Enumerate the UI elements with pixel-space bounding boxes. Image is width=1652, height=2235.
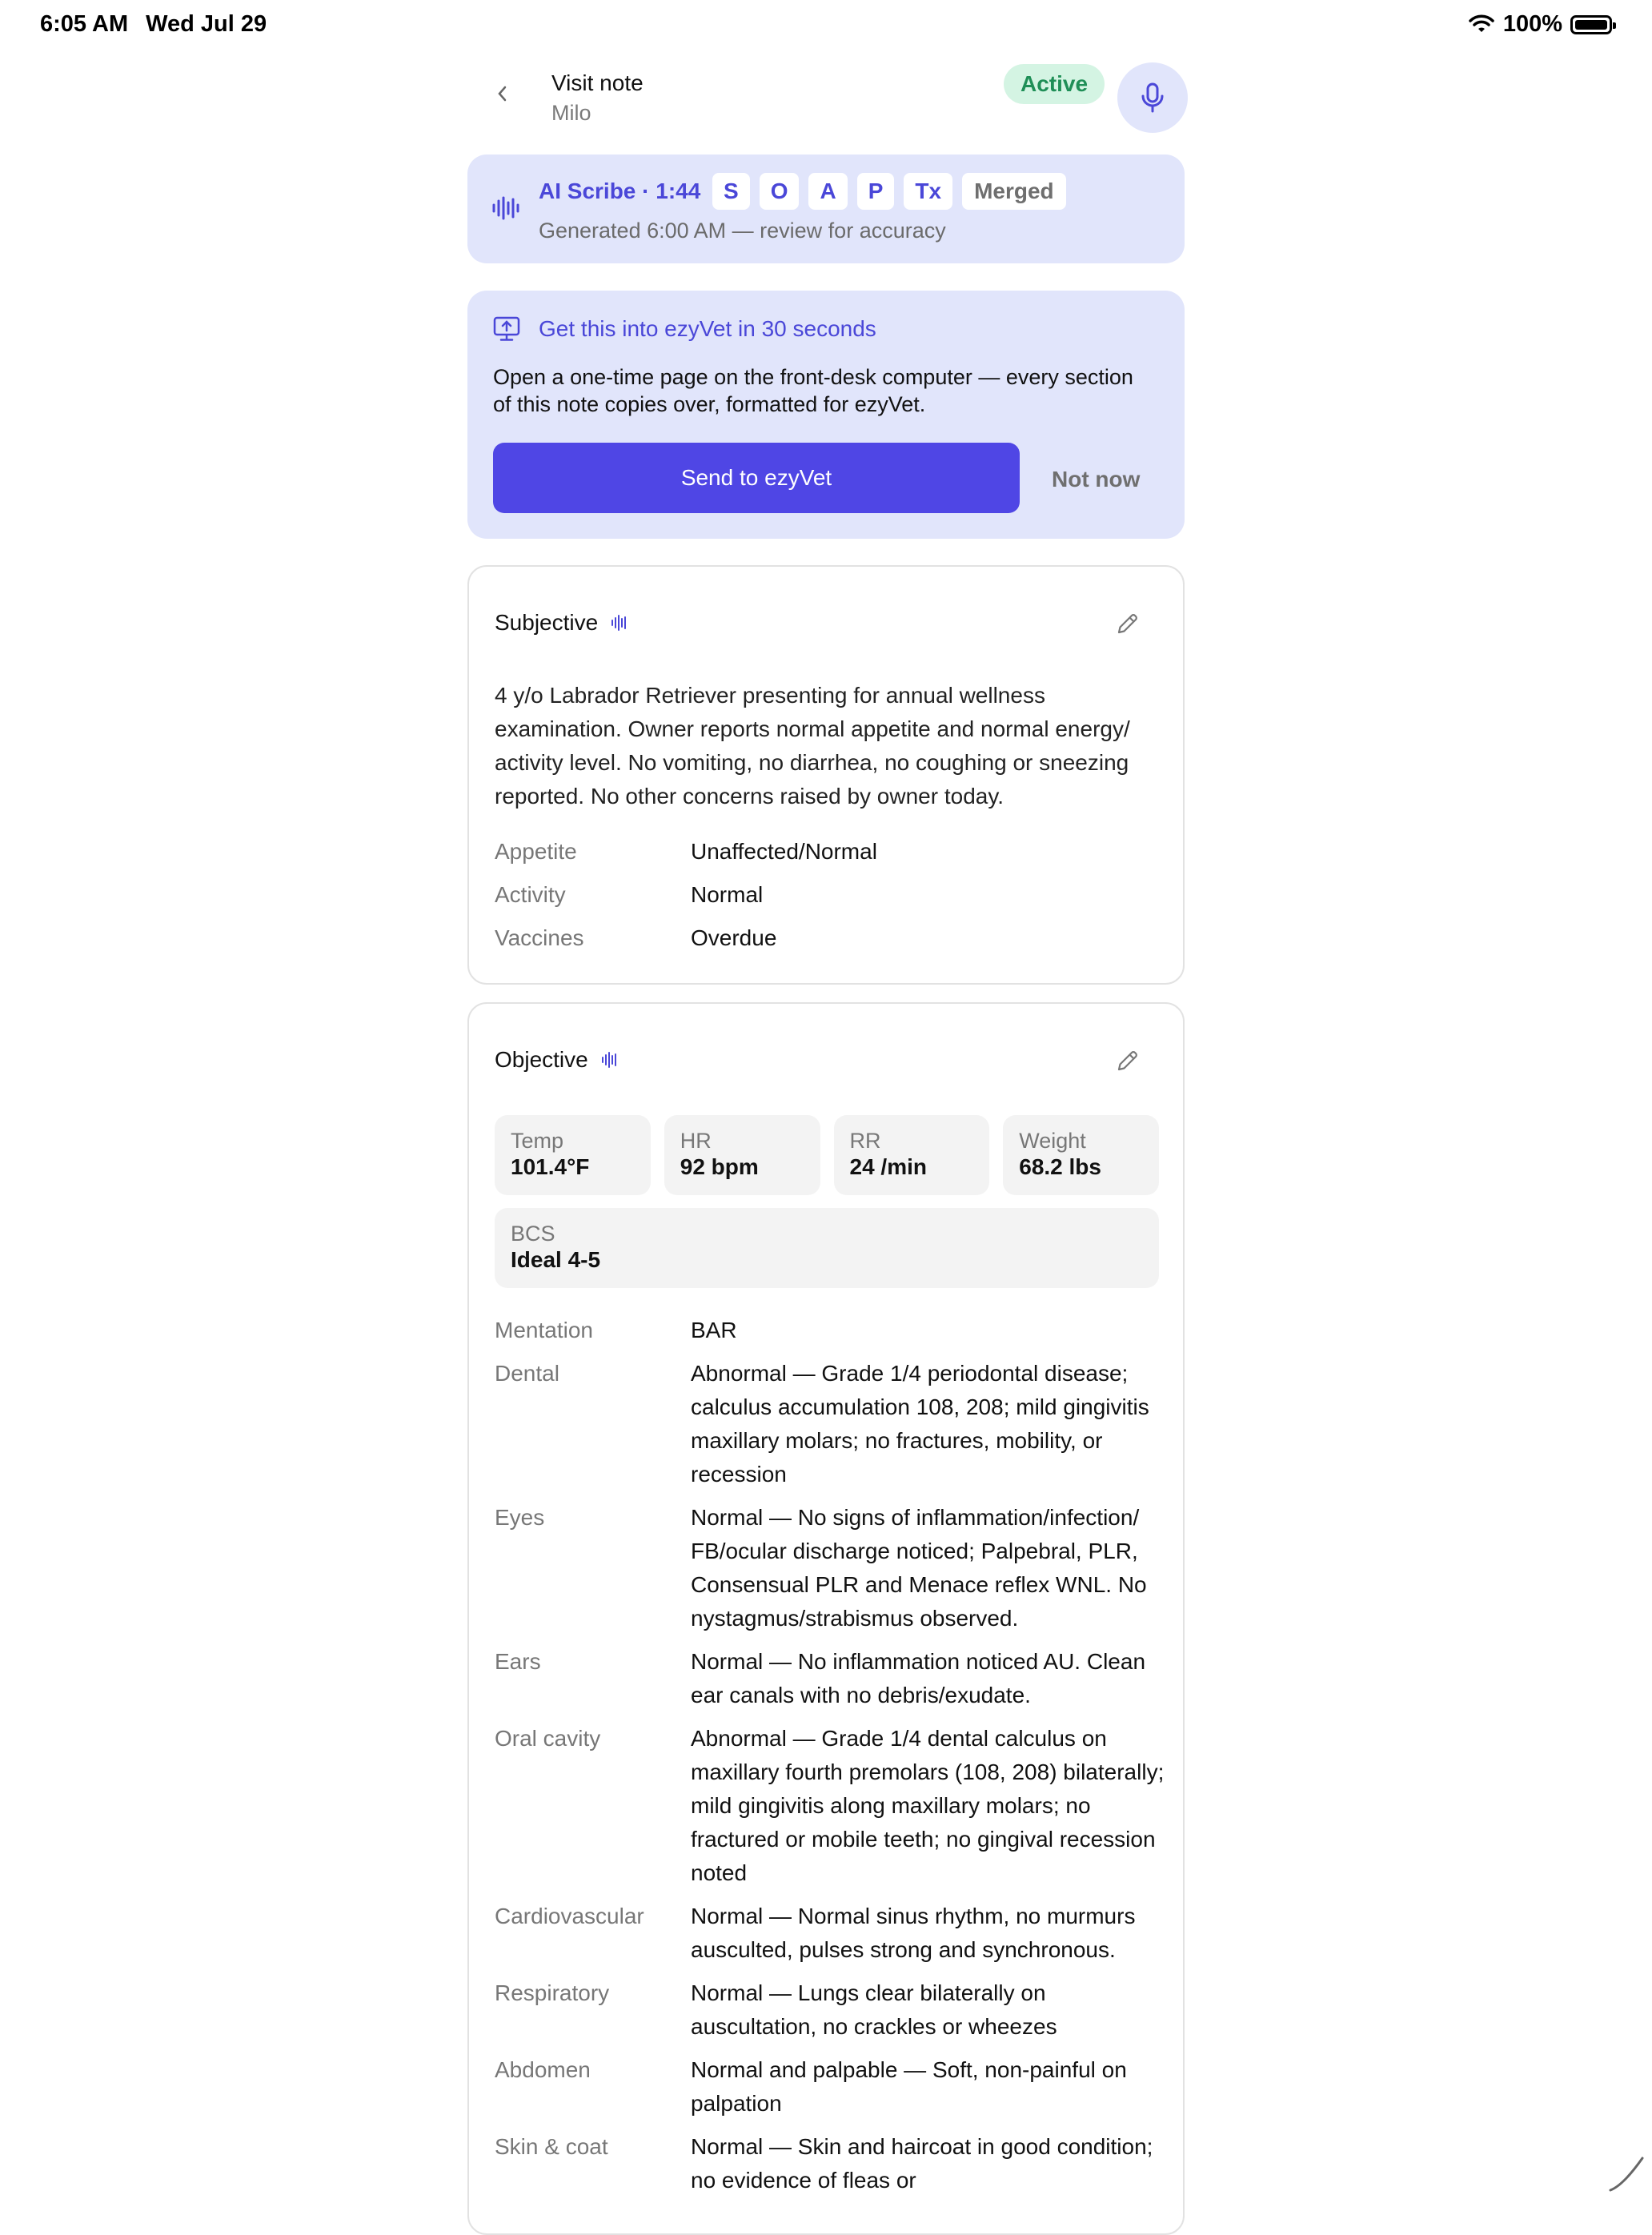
- ezyvet-card: [467, 291, 1185, 539]
- section-pill-tx[interactable]: Tx: [904, 173, 952, 210]
- finding-row: [495, 2130, 1167, 2197]
- scribe-title: AI Scribe · 1:44: [539, 179, 701, 203]
- merged-badge: Merged: [962, 173, 1066, 210]
- status-indicators: [1468, 11, 1612, 38]
- objective-header: [495, 1047, 619, 1073]
- pencil-icon: [1116, 1049, 1140, 1073]
- vital-value: 24 /min: [849, 1154, 927, 1179]
- vital-hr: [664, 1115, 820, 1195]
- field-label: Vaccines: [495, 925, 584, 950]
- battery-percent: 100%: [1502, 11, 1562, 37]
- field-value: Normal: [691, 882, 764, 907]
- chevron-left-icon: [496, 85, 507, 102]
- vital-value: 92 bpm: [680, 1154, 759, 1179]
- finding-value: Abnormal — Grade 1/4 periodontal disease; calculus accumulation 108, 208; mild gingivitis maxillary molars; no fractures, mobility, or recession: [691, 1361, 1149, 1487]
- section-pill-o[interactable]: O: [760, 173, 800, 210]
- finding-value: Normal — Normal sinus rhythm, no murmurs ausculted, pulses strong and synchronous.: [691, 1904, 1136, 1962]
- field-value: Overdue: [691, 925, 777, 950]
- subjective-text: 4 y/o Labrador Retriever presenting for annual wellness examination. Owner reports normal appetite and normal energy/ activity level. No vomiting, no diarrhea, no coughing or sneezing reported. No other concerns raised by owner today.: [495, 683, 1130, 809]
- vital-temp: [495, 1115, 651, 1195]
- vital-label: Temp: [511, 1129, 564, 1153]
- wifi-icon: [1468, 14, 1495, 35]
- patient-name: Milo: [551, 101, 591, 125]
- finding-label: Respiratory: [495, 1980, 610, 2005]
- objective-card: [467, 1002, 1185, 2235]
- finding-value: Normal — Lungs clear bilaterally on auscultation, no crackles or wheezes: [691, 1980, 1057, 2039]
- vital-label: BCS: [511, 1222, 555, 1246]
- section-title: Subjective: [495, 610, 599, 635]
- exam-findings: [495, 1314, 1167, 2207]
- monitor-upload-icon: [493, 316, 520, 342]
- edit-objective-button[interactable]: [1116, 1049, 1140, 1077]
- vital-rr: [834, 1115, 990, 1195]
- finding-row: [495, 2053, 1167, 2121]
- send-to-ezyvet-button[interactable]: Send to ezyVet: [493, 443, 1020, 513]
- back-button[interactable]: [490, 85, 514, 109]
- status-time: [40, 11, 267, 38]
- vital-label: Weight: [1019, 1129, 1086, 1153]
- finding-row: [495, 1501, 1167, 1635]
- vital-value: 101.4°F: [511, 1154, 590, 1179]
- vitals-grid: [495, 1115, 1159, 1288]
- finding-row: [495, 1645, 1167, 1712]
- finding-value: Normal and palpable — Soft, non-painful on palpation: [691, 2057, 1127, 2116]
- finding-label: Cardiovascular: [495, 1904, 644, 1928]
- scribe-subtitle: Generated 6:00 AM — review for accuracy: [539, 219, 946, 243]
- waveform-icon: [601, 1052, 619, 1068]
- section-title: Objective: [495, 1047, 588, 1072]
- finding-row: [495, 1976, 1167, 2044]
- section-pill-p[interactable]: P: [857, 173, 895, 210]
- date: Wed Jul 29: [146, 11, 267, 37]
- field-row: [495, 925, 1167, 969]
- clock: 6:05 AM: [40, 11, 129, 37]
- pencil-icon: [1116, 612, 1140, 636]
- field-value: Unaffected/Normal: [691, 839, 877, 864]
- section-pills: [712, 173, 1066, 210]
- finding-row: [495, 1900, 1167, 1967]
- record-button[interactable]: [1117, 62, 1188, 133]
- finding-value: Normal — No inflammation noticed AU. Clean ear canals with no debris/exudate.: [691, 1649, 1146, 1707]
- field-row: [495, 882, 1167, 925]
- vital-bcs: [495, 1208, 1159, 1288]
- finding-value: Abnormal — Grade 1/4 dental calculus on maxillary fourth premolars (108, 208) bilaterally; mild gingivitis along maxillary molars; no fractured or mobile teeth; no gingival recession noted: [691, 1726, 1165, 1885]
- finding-label: Mentation: [495, 1318, 593, 1342]
- edit-subjective-button[interactable]: [1116, 612, 1140, 640]
- status-badge: Active: [1004, 64, 1105, 104]
- ezyvet-description: Open a one-time page on the front-desk computer — every section of this note copies over, formatted for ezyVet.: [493, 365, 1133, 416]
- page-title: Visit note: [551, 70, 644, 95]
- finding-value: BAR: [691, 1318, 737, 1342]
- ezyvet-title: Get this into ezyVet in 30 seconds: [539, 316, 876, 341]
- vital-label: RR: [849, 1129, 881, 1153]
- finding-row: [495, 1357, 1167, 1491]
- subjective-card: [467, 565, 1185, 985]
- subjective-fields: [495, 839, 1167, 969]
- subjective-header: [495, 610, 628, 636]
- finding-label: Dental: [495, 1361, 559, 1386]
- finding-label: Oral cavity: [495, 1726, 601, 1751]
- field-row: [495, 839, 1167, 882]
- not-now-button[interactable]: Not now: [1052, 467, 1141, 492]
- status-bar: [0, 0, 1652, 51]
- battery-icon: [1570, 15, 1612, 34]
- finding-value: Normal — Skin and haircoat in good condition; no evidence of fleas or: [691, 2134, 1153, 2193]
- vital-weight: [1003, 1115, 1159, 1195]
- field-label: Activity: [495, 882, 566, 907]
- vital-value: Ideal 4-5: [511, 1247, 601, 1272]
- finding-label: Skin & coat: [495, 2134, 608, 2159]
- finding-value: Normal — No signs of inflammation/infection/ FB/ocular discharge noticed; Palpebral, PLR, Consensual PLR and Menace reflex WNL. No nystagmus/strabismus observed.: [691, 1505, 1147, 1631]
- header: [467, 62, 1185, 134]
- finding-label: Eyes: [495, 1505, 545, 1530]
- finding-label: Ears: [495, 1649, 541, 1674]
- microphone-icon: [1141, 82, 1165, 113]
- vital-label: HR: [680, 1129, 712, 1153]
- finding-row: [495, 1722, 1167, 1890]
- finding-row: [495, 1314, 1167, 1347]
- vital-value: 68.2 lbs: [1019, 1154, 1101, 1179]
- field-label: Appetite: [495, 839, 577, 864]
- waveform-icon: [611, 615, 628, 631]
- section-pill-s[interactable]: S: [712, 173, 750, 210]
- pencil-hover-indicator: [1607, 2153, 1647, 2193]
- finding-label: Abdomen: [495, 2057, 591, 2082]
- waveform-icon: [491, 196, 520, 220]
- ai-scribe-banner: [467, 154, 1185, 263]
- section-pill-a[interactable]: A: [808, 173, 847, 210]
